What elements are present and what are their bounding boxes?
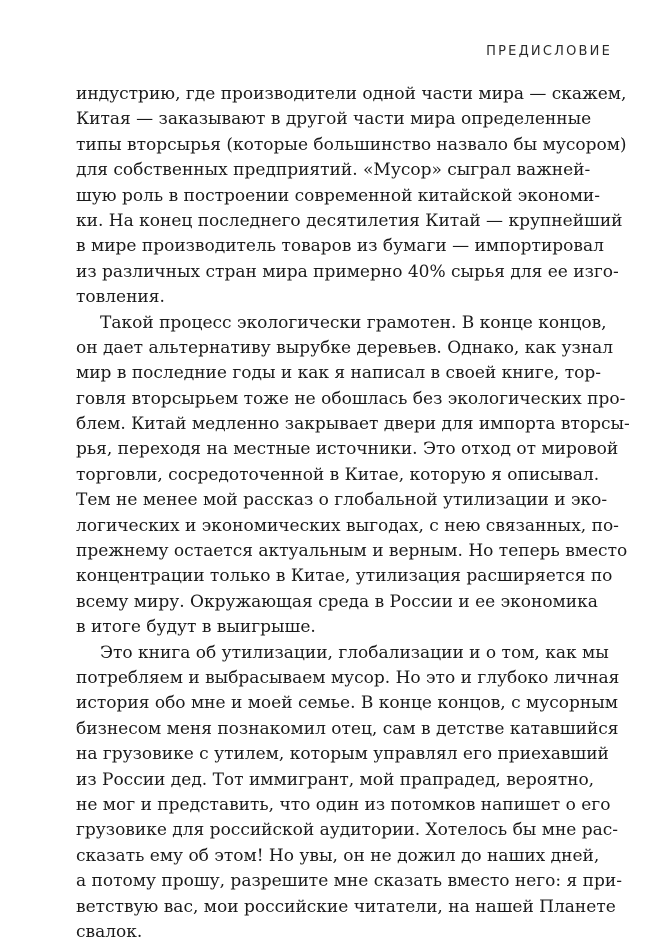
paragraph-3 bbox=[76, 641, 622, 945]
text-line: для собственных предприятий. «Мусор» сыграл важней- bbox=[76, 160, 591, 181]
text-line: типы вторсырья (которые большинство назвало бы мусором) bbox=[76, 134, 627, 155]
text-line: из России дед. Тот иммигрант, мой прапрадед, вероятно, bbox=[76, 769, 595, 790]
text-line: свалок. bbox=[76, 921, 143, 942]
text-line: не мог и представить, что один из потомков напишет о его bbox=[76, 794, 611, 815]
text-line: шую роль в построении современной китайской экономи- bbox=[76, 185, 600, 206]
text-line: на грузовике с утилем, которым управлял его приехавший bbox=[76, 744, 609, 765]
text-line: рья, переходя на местные источники. Это отход от мировой bbox=[76, 439, 619, 460]
text-line: говля вторсырьем тоже не обошлась без экологических про- bbox=[76, 388, 626, 409]
text-line: грузовике для российской аудитории. Хотелось бы мне рас- bbox=[76, 820, 619, 841]
text-line: торговли, сосредоточенной в Китае, которую я описывал. bbox=[76, 464, 600, 485]
text-line: сказать ему об этом! Но увы, он не дожил до наших дней, bbox=[76, 845, 600, 866]
text-line: история обо мне и моей семье. В конце концов, с мусорным bbox=[76, 693, 618, 714]
text-line: всему миру. Окружающая среда в России и ее экономика bbox=[76, 591, 598, 612]
text-line: бизнесом меня познакомил отец, сам в детстве катавшийся bbox=[76, 718, 619, 739]
text-line: блем. Китай медленно закрывает двери для импорта вторсы- bbox=[76, 414, 630, 435]
text-line: индустрию, где производители одной части мира — скажем, bbox=[76, 84, 627, 104]
text-line: в итоге будут в выигрыше. bbox=[76, 617, 316, 638]
text-line: Китая — заказывают в другой части мира определенные bbox=[76, 109, 592, 130]
body-text bbox=[76, 82, 630, 945]
text-line: Это книга об утилизации, глобализации и о том, как мы bbox=[100, 642, 609, 663]
text-line: из различных стран мира примерно 40% сырья для ее изго- bbox=[76, 261, 619, 282]
text-line: прежнему остается актуальным и верным. Но теперь вместо bbox=[76, 541, 628, 562]
paragraph-1 bbox=[76, 82, 627, 311]
text-line: в мире производитель товаров из бумаги — импортировал bbox=[76, 236, 604, 257]
text-line: товления. bbox=[76, 287, 165, 308]
text-line: логических и экономических выгодах, с нею связанных, по- bbox=[76, 515, 619, 536]
text-line: потребляем и выбрасываем мусор. Но это и глубоко личная bbox=[76, 667, 620, 688]
text-line: ки. На конец последнего десятилетия Китай — крупнейший bbox=[76, 210, 623, 231]
text-line: он дает альтернативу вырубке деревьев. Однако, как узнал bbox=[76, 337, 614, 358]
text-line: ветствую вас, мои российские читатели, на нашей Планете bbox=[76, 896, 616, 917]
text-line: концентрации только в Китае, утилизация расширяется по bbox=[76, 566, 613, 587]
running-head-section-title: ПРЕДИСЛОВИЕ bbox=[486, 44, 612, 59]
text-line: мир в последние годы и как я написал в своей книге, тор- bbox=[76, 363, 601, 384]
text-line: а потому прошу, разрешите мне сказать вместо него: я при- bbox=[76, 871, 622, 892]
text-line: Такой процесс экологически грамотен. В конце концов, bbox=[100, 312, 607, 333]
text-line: Тем не менее мой рассказ о глобальной утилизации и эко- bbox=[76, 490, 608, 511]
paragraph-2 bbox=[76, 311, 630, 641]
